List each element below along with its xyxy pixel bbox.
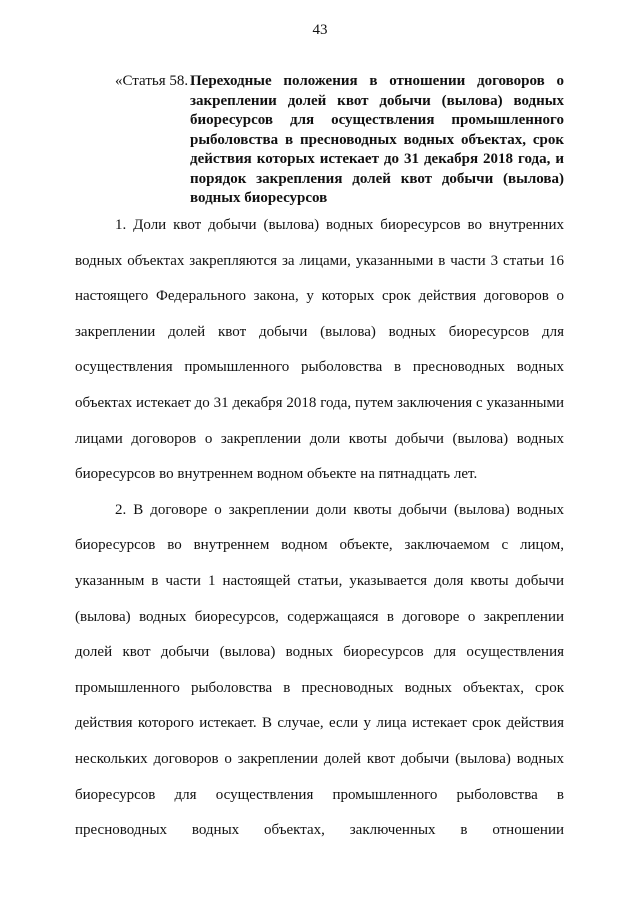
page-number: 43 (312, 22, 328, 38)
paragraph-2: 2. В договоре о закреплении доли квоты добычи (вылова) водных биоресурсов во внутреннем водном объекте, заключаемом с лицом, указанным в части 1 настоящей статьи, указывается доля квоты добычи (вылова) водных биоресурсов, содержащаяся в договоре о закреплении долей квот добычи (вылова) водных биоресурсов для осуществления промышленного рыболовства в пресноводных водных объектах, срок действия которого истекает. В случае, если у лица истекает срок действия нескольких договоров о закреплении долей квот добычи (вылова) водных биоресурсов для осуществления промышленного рыболовства в пресноводных водных объектах, заключенных в отношении (75, 501, 564, 839)
paragraph-1: 1. Доли квот добычи (вылова) водных биоресурсов во внутренних водных объектах закрепляются за лицами, указанными в части 3 статьи 16 настоящего Федерального закона, у которых срок действия договоров о закреплении долей квот добычи (вылова) водных биоресурсов для осуществления промышленного рыболовства в пресноводных водных объектах истекает до 31 декабря 2018 года, путем заключения с указанными лицами договоров о закреплении доли квоты добычи (вылова) водных биоресурсов во внутреннем водном объекте на пятнадцать лет. (75, 217, 564, 483)
article-title: Переходные положения в отношении договоров о закреплении долей квот добычи (вылова) водных биоресурсов для осуществления промышленного рыболовства в пресноводных водных объектах, срок действия которых истекает до 31 декабря 2018 года, и порядок закрепления долей квот добычи (вылова) водных биоресурсов (190, 73, 564, 206)
article-heading (115, 72, 564, 209)
article-body (75, 208, 564, 849)
article-prefix: «Статья 58. (115, 73, 189, 89)
